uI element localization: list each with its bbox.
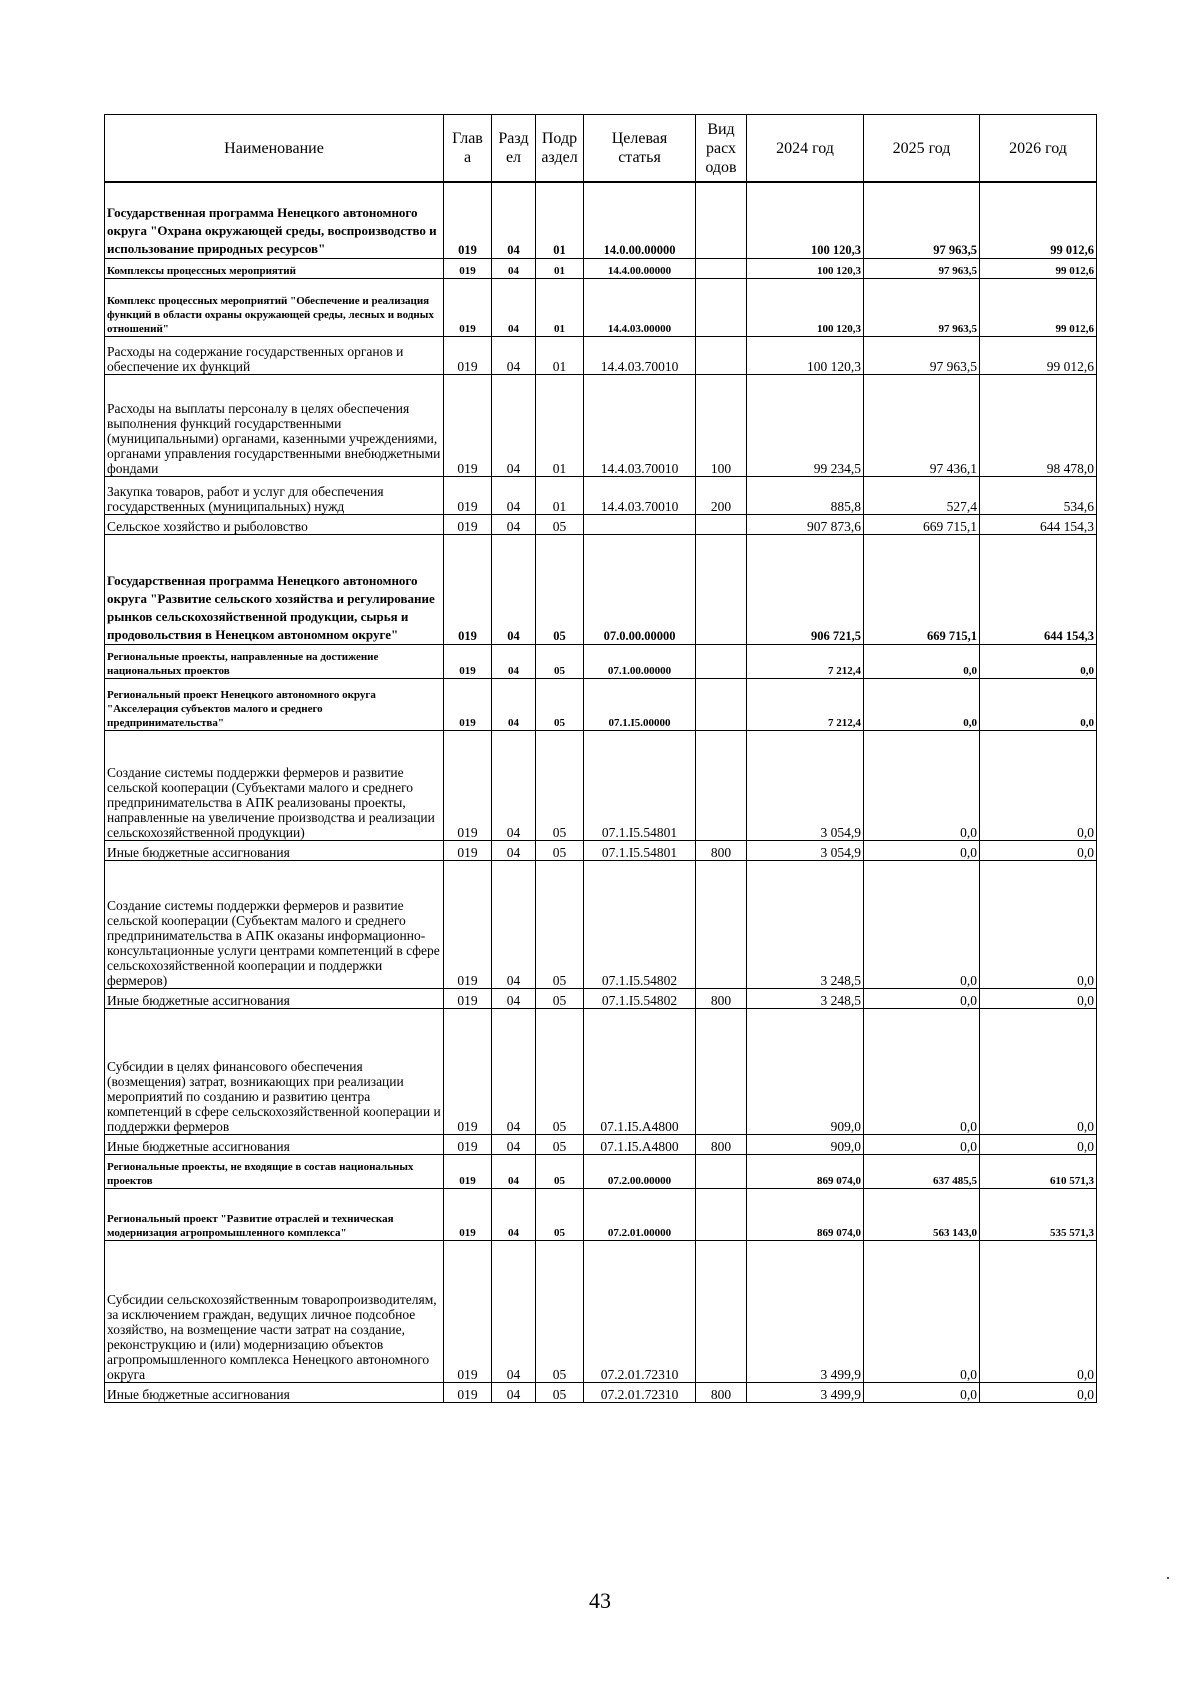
cell-y2026: 535 571,3 bbox=[980, 1188, 1097, 1240]
cell-target: 07.2.01.72310 bbox=[584, 1240, 696, 1382]
cell-razdel: 04 bbox=[492, 534, 536, 644]
cell-glava: 019 bbox=[444, 182, 492, 258]
cell-target: 07.1.I5.A4800 bbox=[584, 1134, 696, 1154]
header-vid bbox=[696, 115, 747, 183]
cell-vid bbox=[696, 1008, 747, 1134]
cell-y2026: 644 154,3 bbox=[980, 514, 1097, 534]
cell-razdel: 04 bbox=[492, 860, 536, 988]
cell-name: Создание системы поддержки фермеров и развитие сельской кооперации (Субъектам малого и среднего предпринимательства в АПК оказаны информационно-консультационные услуги центрами компетенций в сфере сельскохозяйственной кооперации и поддержки фермеров) bbox=[105, 860, 444, 988]
cell-name: Иные бюджетные ассигнования bbox=[105, 1382, 444, 1402]
cell-y2024: 100 120,3 bbox=[747, 336, 864, 374]
cell-y2025: 527,4 bbox=[864, 476, 980, 514]
cell-name: Региональные проекты, направленные на достижение национальных проектов bbox=[105, 644, 444, 678]
cell-glava: 019 bbox=[444, 1008, 492, 1134]
header-glava bbox=[444, 115, 492, 183]
table-row bbox=[105, 678, 1097, 730]
cell-glava: 019 bbox=[444, 476, 492, 514]
cell-vid bbox=[696, 182, 747, 258]
cell-target bbox=[584, 514, 696, 534]
table-row bbox=[105, 988, 1097, 1008]
cell-target: 14.4.03.70010 bbox=[584, 476, 696, 514]
cell-name: Расходы на выплаты персоналу в целях обеспечения выполнения функций государственными (муниципальными) органами, казенными учреждениями, органами управления государственными внебюджетными фондами bbox=[105, 374, 444, 476]
cell-razdel: 04 bbox=[492, 374, 536, 476]
table-header-row bbox=[105, 115, 1097, 183]
cell-y2026: 0,0 bbox=[980, 988, 1097, 1008]
cell-name: Государственная программа Ненецкого автономного округа "Охрана окружающей среды, воспроизводство и использование природных ресурсов" bbox=[105, 182, 444, 258]
cell-target: 07.1.I5.00000 bbox=[584, 678, 696, 730]
cell-glava: 019 bbox=[444, 860, 492, 988]
cell-razdel: 04 bbox=[492, 840, 536, 860]
table-row bbox=[105, 840, 1097, 860]
cell-y2024: 100 120,3 bbox=[747, 278, 864, 336]
cell-vid bbox=[696, 730, 747, 840]
header-name: Наименование bbox=[105, 115, 444, 183]
cell-y2026: 0,0 bbox=[980, 1240, 1097, 1382]
cell-target: 07.2.01.72310 bbox=[584, 1382, 696, 1402]
budget-table bbox=[104, 114, 1097, 1403]
header-razdel-text: Разд ел bbox=[498, 130, 529, 166]
cell-podrazdel: 05 bbox=[536, 514, 584, 534]
cell-y2025: 97 436,1 bbox=[864, 374, 980, 476]
cell-glava: 019 bbox=[444, 278, 492, 336]
header-razdel bbox=[492, 115, 536, 183]
cell-y2025: 0,0 bbox=[864, 730, 980, 840]
cell-razdel: 04 bbox=[492, 258, 536, 278]
cell-razdel: 04 bbox=[492, 514, 536, 534]
table-row bbox=[105, 730, 1097, 840]
cell-podrazdel: 05 bbox=[536, 534, 584, 644]
cell-y2024: 907 873,6 bbox=[747, 514, 864, 534]
cell-y2025: 0,0 bbox=[864, 1134, 980, 1154]
cell-name: Региональный проект Ненецкого автономного округа "Акселерация субъектов малого и среднего предпринимательства" bbox=[105, 678, 444, 730]
cell-razdel: 04 bbox=[492, 336, 536, 374]
cell-target: 14.4.03.00000 bbox=[584, 278, 696, 336]
cell-podrazdel: 01 bbox=[536, 476, 584, 514]
table-row bbox=[105, 644, 1097, 678]
cell-podrazdel: 05 bbox=[536, 1240, 584, 1382]
cell-y2024: 100 120,3 bbox=[747, 182, 864, 258]
cell-target: 07.2.00.00000 bbox=[584, 1154, 696, 1188]
cell-glava: 019 bbox=[444, 258, 492, 278]
cell-vid bbox=[696, 534, 747, 644]
cell-vid bbox=[696, 644, 747, 678]
cell-razdel: 04 bbox=[492, 644, 536, 678]
cell-y2025: 0,0 bbox=[864, 644, 980, 678]
cell-glava: 019 bbox=[444, 336, 492, 374]
table-row bbox=[105, 278, 1097, 336]
cell-y2024: 906 721,5 bbox=[747, 534, 864, 644]
cell-y2025: 637 485,5 bbox=[864, 1154, 980, 1188]
cell-vid: 200 bbox=[696, 476, 747, 514]
cell-y2024: 3 054,9 bbox=[747, 840, 864, 860]
cell-glava: 019 bbox=[444, 534, 492, 644]
table-row bbox=[105, 182, 1097, 258]
table-row bbox=[105, 534, 1097, 644]
cell-vid: 800 bbox=[696, 840, 747, 860]
cell-y2026: 98 478,0 bbox=[980, 374, 1097, 476]
cell-name: Комплексы процессных мероприятий bbox=[105, 258, 444, 278]
cell-vid: 800 bbox=[696, 1134, 747, 1154]
cell-name: Иные бюджетные ассигнования bbox=[105, 1134, 444, 1154]
cell-vid bbox=[696, 336, 747, 374]
header-2024: 2024 год bbox=[747, 115, 864, 183]
cell-name: Субсидии в целях финансового обеспечения (возмещения) затрат, возникающих при реализации мероприятий по созданию и развитию центра компетенций в сфере сельскохозяйственной кооперации и поддержки фермеров bbox=[105, 1008, 444, 1134]
cell-podrazdel: 05 bbox=[536, 644, 584, 678]
cell-y2025: 563 143,0 bbox=[864, 1188, 980, 1240]
cell-podrazdel: 05 bbox=[536, 840, 584, 860]
cell-y2024: 3 054,9 bbox=[747, 730, 864, 840]
cell-y2026: 0,0 bbox=[980, 840, 1097, 860]
cell-name: Региональные проекты, не входящие в состав национальных проектов bbox=[105, 1154, 444, 1188]
cell-razdel: 04 bbox=[492, 1240, 536, 1382]
cell-target: 07.1.I5.54801 bbox=[584, 840, 696, 860]
cell-glava: 019 bbox=[444, 374, 492, 476]
cell-razdel: 04 bbox=[492, 988, 536, 1008]
cell-vid: 100 bbox=[696, 374, 747, 476]
header-glava-text: Глав а bbox=[452, 130, 483, 166]
cell-podrazdel: 01 bbox=[536, 278, 584, 336]
cell-y2024: 909,0 bbox=[747, 1008, 864, 1134]
cell-vid: 800 bbox=[696, 1382, 747, 1402]
cell-name: Иные бюджетные ассигнования bbox=[105, 988, 444, 1008]
cell-podrazdel: 05 bbox=[536, 1134, 584, 1154]
cell-target: 07.1.I5.54802 bbox=[584, 988, 696, 1008]
cell-y2024: 3 499,9 bbox=[747, 1240, 864, 1382]
cell-vid bbox=[696, 1154, 747, 1188]
cell-glava: 019 bbox=[444, 840, 492, 860]
header-target-text: Целевая статья bbox=[611, 130, 668, 166]
table-row bbox=[105, 860, 1097, 988]
cell-y2025: 97 963,5 bbox=[864, 258, 980, 278]
cell-y2025: 0,0 bbox=[864, 860, 980, 988]
cell-y2024: 909,0 bbox=[747, 1134, 864, 1154]
cell-y2025: 0,0 bbox=[864, 1240, 980, 1382]
cell-y2024: 3 248,5 bbox=[747, 988, 864, 1008]
cell-y2026: 0,0 bbox=[980, 678, 1097, 730]
table-row bbox=[105, 1154, 1097, 1188]
cell-podrazdel: 05 bbox=[536, 1008, 584, 1134]
cell-razdel: 04 bbox=[492, 182, 536, 258]
cell-y2025: 669 715,1 bbox=[864, 514, 980, 534]
cell-name: Закупка товаров, работ и услуг для обеспечения государственных (муниципальных) нужд bbox=[105, 476, 444, 514]
table-row bbox=[105, 1134, 1097, 1154]
cell-target: 14.4.03.70010 bbox=[584, 336, 696, 374]
cell-razdel: 04 bbox=[492, 476, 536, 514]
header-target bbox=[584, 115, 696, 183]
cell-y2024: 7 212,4 bbox=[747, 678, 864, 730]
cell-y2026: 99 012,6 bbox=[980, 336, 1097, 374]
table-row bbox=[105, 1188, 1097, 1240]
cell-target: 07.1.I5.54802 bbox=[584, 860, 696, 988]
cell-target: 07.1.I5.A4800 bbox=[584, 1008, 696, 1134]
cell-vid bbox=[696, 1188, 747, 1240]
table-row bbox=[105, 258, 1097, 278]
cell-y2025: 0,0 bbox=[864, 678, 980, 730]
cell-y2026: 99 012,6 bbox=[980, 278, 1097, 336]
cell-target: 14.4.00.00000 bbox=[584, 258, 696, 278]
header-podrazdel-text: Подр аздел bbox=[541, 130, 578, 166]
cell-y2025: 669 715,1 bbox=[864, 534, 980, 644]
cell-target: 07.1.I5.54801 bbox=[584, 730, 696, 840]
cell-y2025: 0,0 bbox=[864, 1008, 980, 1134]
table-row bbox=[105, 1008, 1097, 1134]
cell-glava: 019 bbox=[444, 678, 492, 730]
cell-glava: 019 bbox=[444, 1382, 492, 1402]
page-number: 43 bbox=[589, 1588, 611, 1613]
cell-y2024: 3 248,5 bbox=[747, 860, 864, 988]
cell-name: Государственная программа Ненецкого автономного округа "Развитие сельского хозяйства и регулирование рынков сельскохозяйственной продукции, сырья и продовольствия в Ненецком автономном округе" bbox=[105, 534, 444, 644]
cell-y2025: 0,0 bbox=[864, 988, 980, 1008]
cell-razdel: 04 bbox=[492, 1134, 536, 1154]
cell-glava: 019 bbox=[444, 644, 492, 678]
cell-razdel: 04 bbox=[492, 278, 536, 336]
cell-y2026: 0,0 bbox=[980, 1382, 1097, 1402]
table-row bbox=[105, 514, 1097, 534]
cell-target: 07.1.00.00000 bbox=[584, 644, 696, 678]
cell-name: Субсидии сельскохозяйственным товаропроизводителям, за исключением граждан, ведущих личное подсобное хозяйство, на возмещение части затрат на создание, реконструкцию и (или) модернизацию объектов агропромышленного комплекса Ненецкого автономного округа bbox=[105, 1240, 444, 1382]
cell-y2026: 610 571,3 bbox=[980, 1154, 1097, 1188]
cell-target: 07.2.01.00000 bbox=[584, 1188, 696, 1240]
cell-glava: 019 bbox=[444, 730, 492, 840]
cell-podrazdel: 05 bbox=[536, 678, 584, 730]
cell-y2026: 0,0 bbox=[980, 860, 1097, 988]
cell-target: 07.0.00.00000 bbox=[584, 534, 696, 644]
cell-y2025: 0,0 bbox=[864, 840, 980, 860]
table-row bbox=[105, 476, 1097, 514]
cell-vid bbox=[696, 514, 747, 534]
cell-name: Создание системы поддержки фермеров и развитие сельской кооперации (Субъектами малого и среднего предпринимательства в АПК реализованы проекты, направленные на увеличение производства и реализации сельскохозяйственной продукции) bbox=[105, 730, 444, 840]
table-row bbox=[105, 1382, 1097, 1402]
cell-glava: 019 bbox=[444, 1188, 492, 1240]
cell-y2024: 885,8 bbox=[747, 476, 864, 514]
cell-y2026: 0,0 bbox=[980, 1134, 1097, 1154]
cell-podrazdel: 05 bbox=[536, 988, 584, 1008]
cell-target: 14.0.00.00000 bbox=[584, 182, 696, 258]
cell-y2025: 97 963,5 bbox=[864, 278, 980, 336]
cell-vid bbox=[696, 258, 747, 278]
cell-podrazdel: 05 bbox=[536, 1154, 584, 1188]
cell-y2026: 99 012,6 bbox=[980, 182, 1097, 258]
cell-y2024: 869 074,0 bbox=[747, 1154, 864, 1188]
cell-podrazdel: 05 bbox=[536, 860, 584, 988]
cell-vid bbox=[696, 278, 747, 336]
cell-razdel: 04 bbox=[492, 1382, 536, 1402]
cell-y2026: 534,6 bbox=[980, 476, 1097, 514]
cell-vid bbox=[696, 1240, 747, 1382]
cell-name: Региональный проект "Развитие отраслей и техническая модернизация агропромышленного комплекса" bbox=[105, 1188, 444, 1240]
cell-y2025: 97 963,5 bbox=[864, 182, 980, 258]
cell-razdel: 04 bbox=[492, 1154, 536, 1188]
cell-razdel: 04 bbox=[492, 1008, 536, 1134]
cell-vid: 800 bbox=[696, 988, 747, 1008]
scan-speck bbox=[1167, 1577, 1169, 1579]
cell-y2025: 97 963,5 bbox=[864, 336, 980, 374]
cell-y2026: 0,0 bbox=[980, 1008, 1097, 1134]
cell-name: Комплекс процессных мероприятий "Обеспечение и реализация функций в области охраны окружающей среды, лесных и водных отношений" bbox=[105, 278, 444, 336]
cell-vid bbox=[696, 860, 747, 988]
cell-y2024: 99 234,5 bbox=[747, 374, 864, 476]
cell-y2026: 99 012,6 bbox=[980, 258, 1097, 278]
cell-podrazdel: 05 bbox=[536, 1382, 584, 1402]
cell-vid bbox=[696, 678, 747, 730]
cell-y2024: 869 074,0 bbox=[747, 1188, 864, 1240]
header-podrazdel bbox=[536, 115, 584, 183]
cell-y2026: 644 154,3 bbox=[980, 534, 1097, 644]
cell-razdel: 04 bbox=[492, 678, 536, 730]
cell-y2026: 0,0 bbox=[980, 730, 1097, 840]
cell-razdel: 04 bbox=[492, 730, 536, 840]
cell-glava: 019 bbox=[444, 1240, 492, 1382]
cell-glava: 019 bbox=[444, 1134, 492, 1154]
cell-y2026: 0,0 bbox=[980, 644, 1097, 678]
table-row bbox=[105, 1240, 1097, 1382]
cell-y2025: 0,0 bbox=[864, 1382, 980, 1402]
cell-podrazdel: 01 bbox=[536, 336, 584, 374]
header-2026: 2026 год bbox=[980, 115, 1097, 183]
cell-glava: 019 bbox=[444, 514, 492, 534]
cell-name: Расходы на содержание государственных органов и обеспечение их функций bbox=[105, 336, 444, 374]
cell-podrazdel: 01 bbox=[536, 258, 584, 278]
cell-podrazdel: 01 bbox=[536, 374, 584, 476]
cell-target: 14.4.03.70010 bbox=[584, 374, 696, 476]
cell-podrazdel: 01 bbox=[536, 182, 584, 258]
cell-podrazdel: 05 bbox=[536, 1188, 584, 1240]
cell-y2024: 3 499,9 bbox=[747, 1382, 864, 1402]
cell-y2024: 7 212,4 bbox=[747, 644, 864, 678]
cell-name: Сельское хозяйство и рыболовство bbox=[105, 514, 444, 534]
cell-glava: 019 bbox=[444, 988, 492, 1008]
cell-y2024: 100 120,3 bbox=[747, 258, 864, 278]
cell-name: Иные бюджетные ассигнования bbox=[105, 840, 444, 860]
cell-glava: 019 bbox=[444, 1154, 492, 1188]
cell-razdel: 04 bbox=[492, 1188, 536, 1240]
header-vid-text: Вид расх одов bbox=[705, 120, 737, 176]
cell-podrazdel: 05 bbox=[536, 730, 584, 840]
header-2025: 2025 год bbox=[864, 115, 980, 183]
table-row bbox=[105, 336, 1097, 374]
table-row bbox=[105, 374, 1097, 476]
